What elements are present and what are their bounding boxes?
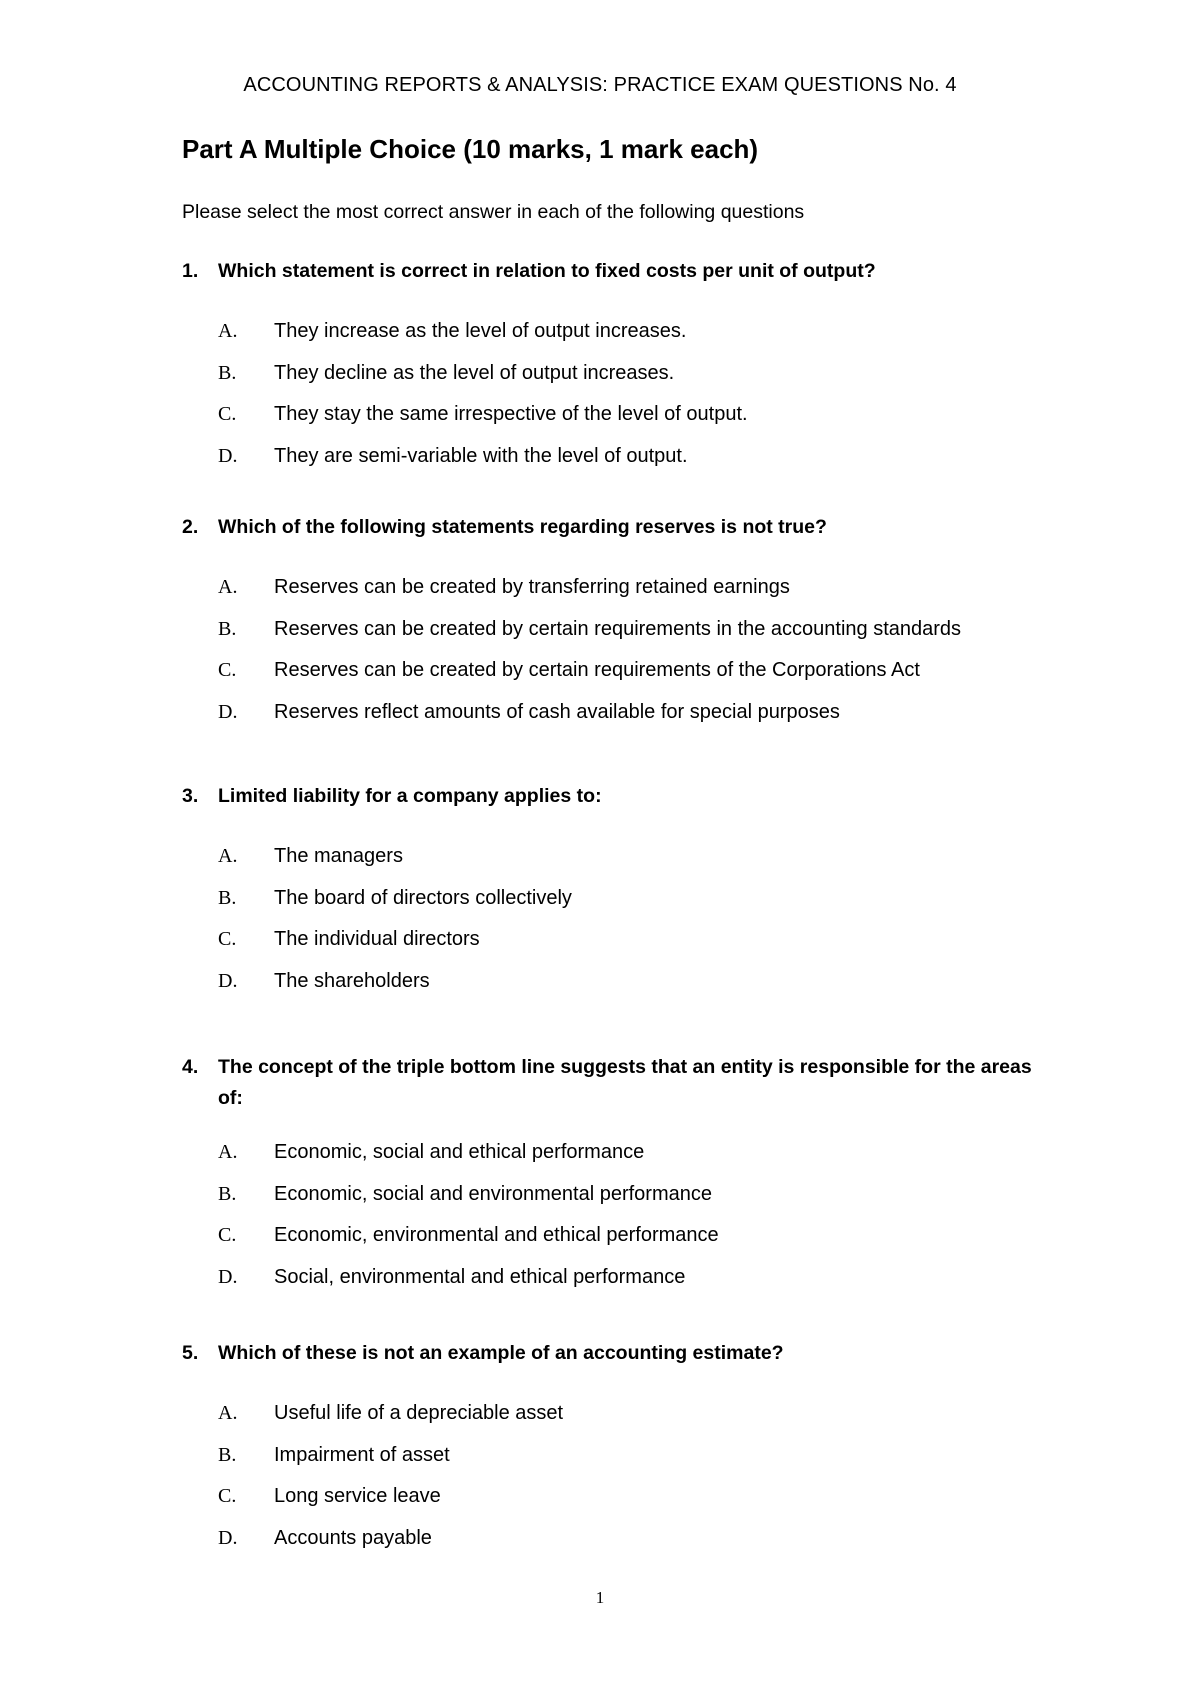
option-text: The board of directors collectively [274,886,572,909]
question-text: Which of these is not an example of an accounting estimate? [218,1342,784,1364]
question-stem [182,1338,1062,1369]
option-a [182,1132,1062,1174]
option-letter: C. [218,1224,237,1247]
option-letter: B. [218,1182,237,1205]
question-stem [182,256,1062,287]
option-letter: D. [218,444,238,467]
option-text: Economic, environmental and ethical performance [274,1224,719,1247]
option-letter: C. [218,659,237,682]
option-text: Reserves can be created by certain requirements in the accounting standards [274,617,962,640]
question-2 [182,512,1062,733]
question-number: 5. [182,1342,199,1364]
option-text: Impairment of asset [274,1443,450,1466]
option-text: They stay the same irrespective of the level of output. [274,403,748,426]
option-c [182,650,1062,692]
option-letter: C. [218,403,237,426]
option-c [182,1215,1062,1257]
option-b [182,1435,1062,1477]
option-b [182,1174,1062,1216]
option-letter: C. [218,1485,237,1508]
options-list [182,1393,1062,1559]
option-text: The individual directors [274,928,480,951]
option-text: They decline as the level of output increases. [274,361,675,384]
option-a [182,836,1062,878]
option-letter: D. [218,700,238,723]
question-stem [182,1052,1062,1114]
option-text: The shareholders [274,969,430,992]
option-a [182,311,1062,353]
option-letter: A. [218,1141,238,1163]
option-text: Reserves can be created by transferring retained earnings [274,576,790,598]
option-d [182,1257,1062,1299]
option-letter: D. [218,969,238,992]
option-letter: A. [218,1402,238,1424]
option-b [182,353,1062,395]
question-stem [182,512,1062,543]
option-text: Reserves reflect amounts of cash available for special purposes [274,700,840,723]
option-letter: D. [218,1526,238,1549]
option-d [182,436,1062,478]
option-c [182,919,1062,961]
question-text: Limited liability for a company applies to: [218,785,602,807]
question-3 [182,781,1062,1002]
question-5 [182,1338,1062,1559]
question-stem [182,781,1062,812]
document-header: ACCOUNTING REPORTS & ANALYSIS: PRACTICE EXAM QUESTIONS No. 4 [243,74,957,96]
option-a [182,567,1062,609]
question-number: 1. [182,260,199,282]
option-text: Economic, social and environmental performance [274,1182,712,1205]
instructions: Please select the most correct answer in each of the following questions [182,201,805,223]
option-letter: D. [218,1265,238,1288]
option-b [182,878,1062,920]
option-a [182,1393,1062,1435]
option-d [182,961,1062,1003]
option-c [182,1476,1062,1518]
option-d [182,692,1062,734]
option-letter: C. [218,928,237,951]
option-letter: A. [218,845,238,867]
question-text: Which statement is correct in relation to fixed costs per unit of output? [218,260,876,282]
option-letter: B. [218,1443,237,1466]
option-text: Reserves can be created by certain requirements of the Corporations Act [274,659,920,682]
option-text: They are semi-variable with the level of output. [274,444,688,467]
question-number: 3. [182,785,199,807]
option-letter: B. [218,361,237,384]
options-list [182,311,1062,477]
option-text: Long service leave [274,1485,441,1508]
question-number: 4. [182,1056,199,1078]
option-letter: B. [218,886,237,909]
option-text: The managers [274,845,403,867]
options-list [182,1132,1062,1298]
option-letter: A. [218,320,238,342]
question-text: Which of the following statements regarding reserves is not true? [218,516,827,538]
options-list [182,836,1062,1002]
option-text: Economic, social and ethical performance [274,1141,645,1163]
option-letter: B. [218,617,237,640]
option-text: They increase as the level of output increases. [274,320,687,342]
page-number: 1 [595,1588,605,1607]
option-text: Useful life of a depreciable asset [274,1402,564,1424]
question-number: 2. [182,516,199,538]
option-d [182,1518,1062,1560]
question-4 [182,1052,1062,1298]
part-title: Part A Multiple Choice (10 marks, 1 mark each) [182,134,759,164]
option-c [182,394,1062,436]
option-letter: A. [218,576,238,598]
question-1 [182,256,1062,477]
option-b [182,609,1062,651]
option-text: Social, environmental and ethical performance [274,1265,686,1288]
options-list [182,567,1062,733]
option-text: Accounts payable [274,1526,432,1549]
question-text: The concept of the triple bottom line suggests that an entity is responsible for the areas of: [218,1056,1032,1109]
